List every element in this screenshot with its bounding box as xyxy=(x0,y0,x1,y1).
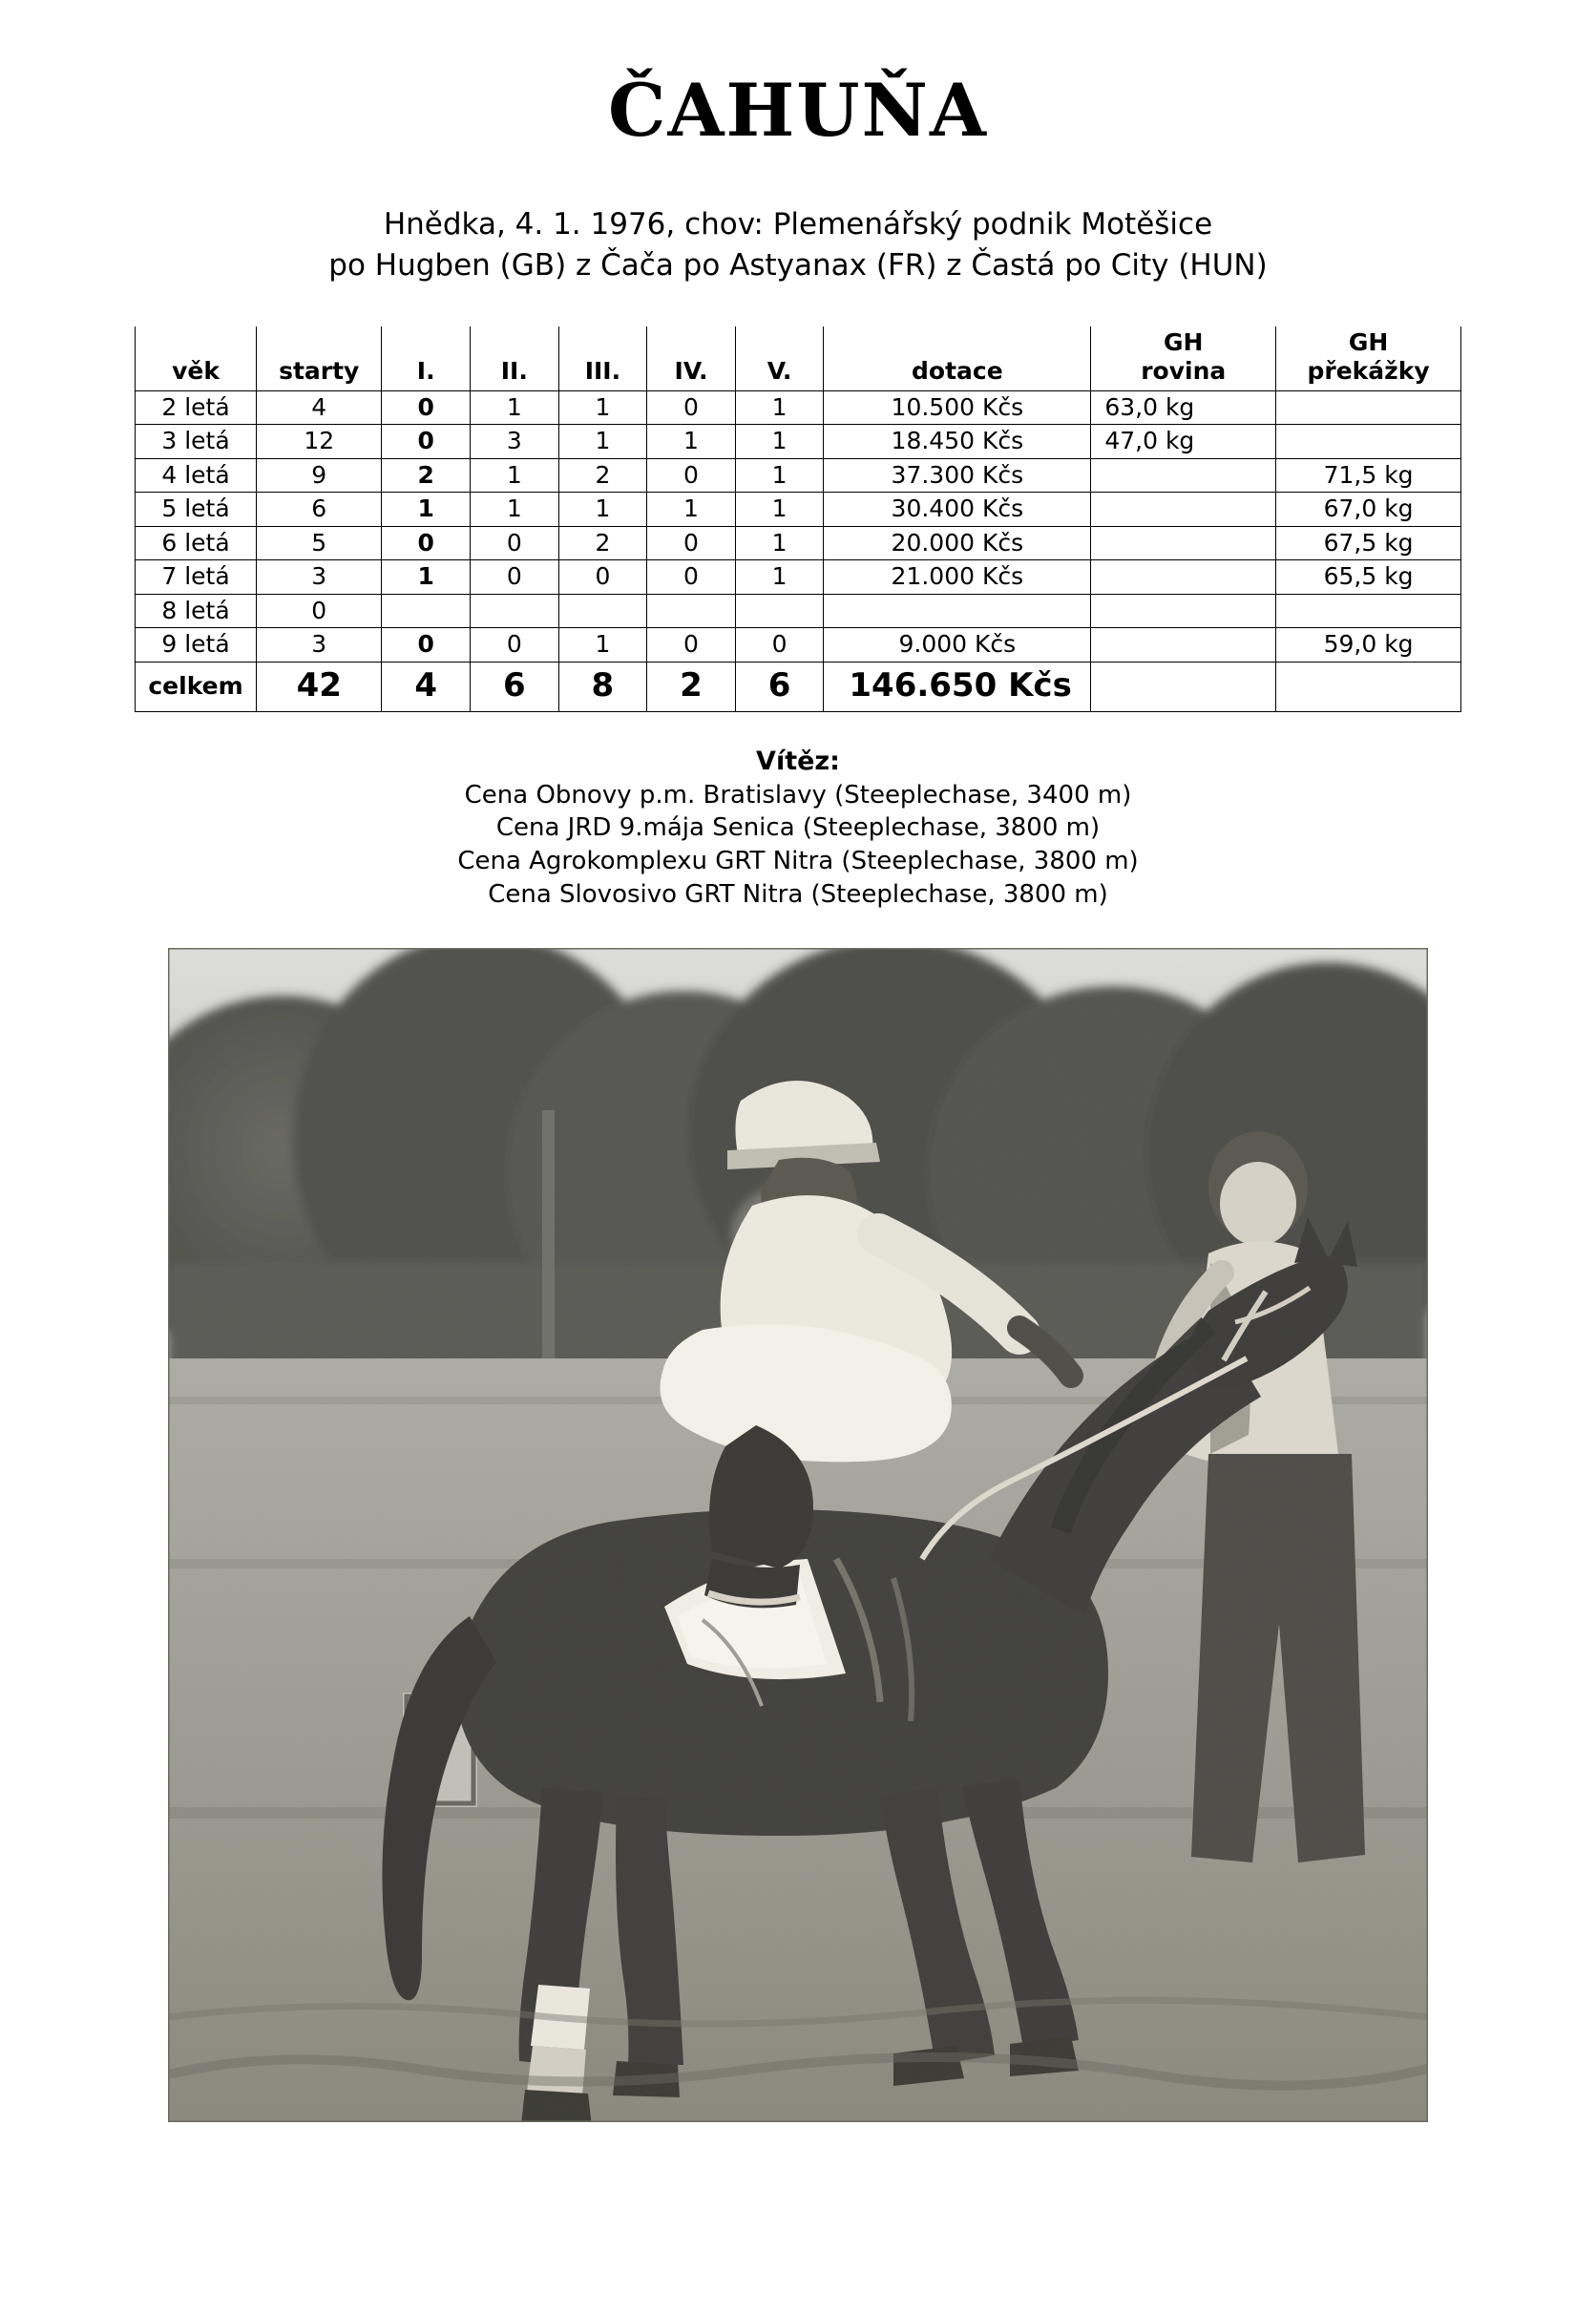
cell-dotace: 30.400 Kčs xyxy=(824,493,1091,527)
cell-place-2: 1 xyxy=(471,458,559,493)
table-row xyxy=(136,493,1461,527)
cell-place-4: 1 xyxy=(647,493,736,527)
cell-place-3: 2 xyxy=(558,526,647,560)
header-place-1: I. xyxy=(382,326,471,391)
cell-place-3: 1 xyxy=(558,493,647,527)
cell-vek: 5 letá xyxy=(136,493,257,527)
cell-gh-prekazky: 71,5 kg xyxy=(1276,458,1461,493)
cell-total-place-1: 4 xyxy=(382,662,471,711)
cell-gh-rovina xyxy=(1091,458,1276,493)
cell-total-place-4: 2 xyxy=(647,662,736,711)
cell-gh-rovina: 63,0 kg xyxy=(1091,390,1276,425)
cell-dotace: 37.300 Kčs xyxy=(824,458,1091,493)
cell-place-4: 0 xyxy=(647,526,736,560)
cell-place-3: 1 xyxy=(558,628,647,663)
table-head xyxy=(136,326,1461,391)
header-gh-prekazky xyxy=(1276,326,1461,391)
cell-total-place-2: 6 xyxy=(471,662,559,711)
cell-starty: 12 xyxy=(257,425,382,459)
list-item: Cena Obnovy p.m. Bratislavy (Steeplechase, 3400 m) xyxy=(464,780,1132,810)
cell-gh-rovina: 47,0 kg xyxy=(1091,425,1276,459)
cell-gh-rovina xyxy=(1091,493,1276,527)
table-header-row xyxy=(136,326,1461,391)
cell-total-place-3: 8 xyxy=(558,662,647,711)
horse-description-line2: po Hugben (GB) z Čača po Astyanax (FR) z Častá po City (HUN) xyxy=(328,247,1268,283)
cell-place-4 xyxy=(647,594,736,628)
cell-place-2: 0 xyxy=(471,628,559,663)
cell-place-5: 1 xyxy=(735,390,824,425)
header-gh-prekazky-line1: GH xyxy=(1348,327,1389,356)
cell-dotace: 21.000 Kčs xyxy=(824,560,1091,595)
cell-place-5: 1 xyxy=(735,526,824,560)
list-item: Cena JRD 9.mája Senica (Steeplechase, 3800 m) xyxy=(495,813,1101,843)
winner-heading: Vítěz: xyxy=(756,746,840,776)
cell-total-label: celkem xyxy=(136,662,257,711)
cell-place-3: 0 xyxy=(558,560,647,595)
cell-gh-prekazky: 59,0 kg xyxy=(1276,628,1461,663)
horse-description-line1: Hnědka, 4. 1. 1976, chov: Plemenářský podnik Motěšice xyxy=(383,207,1213,242)
cell-vek: 7 letá xyxy=(136,560,257,595)
page-title: ČAHUŇA xyxy=(608,68,988,153)
list-item: Cena Agrokomplexu GRT Nitra (Steeplechase, 3800 m) xyxy=(457,847,1139,876)
cell-place-1: 1 xyxy=(382,493,471,527)
cell-place-2: 0 xyxy=(471,560,559,595)
cell-place-1: 0 xyxy=(382,628,471,663)
table-row xyxy=(136,594,1461,628)
cell-gh-rovina xyxy=(1091,526,1276,560)
header-place-5: V. xyxy=(735,326,824,391)
cell-place-4: 0 xyxy=(647,560,736,595)
horse-photograph xyxy=(168,948,1428,2122)
cell-place-1: 2 xyxy=(382,458,471,493)
cell-place-2 xyxy=(471,594,559,628)
table-row xyxy=(136,560,1461,595)
table-row xyxy=(136,628,1461,663)
cell-dotace: 18.450 Kčs xyxy=(824,425,1091,459)
cell-vek: 3 letá xyxy=(136,425,257,459)
table-body xyxy=(136,390,1461,711)
cell-dotace xyxy=(824,594,1091,628)
cell-place-4: 0 xyxy=(647,628,736,663)
cell-vek: 9 letá xyxy=(136,628,257,663)
cell-starty: 0 xyxy=(257,594,382,628)
cell-starty: 6 xyxy=(257,493,382,527)
cell-gh-rovina xyxy=(1091,628,1276,663)
photo-illustration xyxy=(168,948,1428,2122)
cell-place-4: 0 xyxy=(647,458,736,493)
header-starty: starty xyxy=(257,326,382,391)
cell-dotace: 9.000 Kčs xyxy=(824,628,1091,663)
cell-total-gh-prekazky xyxy=(1276,662,1461,711)
document-page xyxy=(0,68,1596,2315)
header-place-3: III. xyxy=(558,326,647,391)
cell-gh-prekazky: 67,0 kg xyxy=(1276,493,1461,527)
cell-total-gh-rovina xyxy=(1091,662,1276,711)
table-row xyxy=(136,390,1461,425)
table-row xyxy=(136,458,1461,493)
cell-place-2: 1 xyxy=(471,493,559,527)
cell-gh-prekazky: 65,5 kg xyxy=(1276,560,1461,595)
cell-total-starty: 42 xyxy=(257,662,382,711)
cell-place-4: 1 xyxy=(647,425,736,459)
career-stats-table xyxy=(135,326,1461,712)
cell-dotace: 20.000 Kčs xyxy=(824,526,1091,560)
header-gh-rovina-line1: GH xyxy=(1164,327,1204,356)
cell-place-2: 1 xyxy=(471,390,559,425)
cell-place-2: 0 xyxy=(471,526,559,560)
cell-place-3 xyxy=(558,594,647,628)
cell-place-4: 0 xyxy=(647,390,736,425)
cell-gh-rovina xyxy=(1091,594,1276,628)
cell-place-1: 0 xyxy=(382,526,471,560)
cell-place-1: 1 xyxy=(382,560,471,595)
winner-list xyxy=(124,779,1472,912)
header-place-2: II. xyxy=(471,326,559,391)
cell-place-2: 3 xyxy=(471,425,559,459)
cell-place-5: 1 xyxy=(735,458,824,493)
cell-total-place-5: 6 xyxy=(735,662,824,711)
cell-gh-prekazky xyxy=(1276,390,1461,425)
cell-starty: 5 xyxy=(257,526,382,560)
cell-starty: 3 xyxy=(257,560,382,595)
cell-total-dotace: 146.650 Kčs xyxy=(824,662,1091,711)
cell-vek: 6 letá xyxy=(136,526,257,560)
cell-place-5 xyxy=(735,594,824,628)
header-place-4: IV. xyxy=(647,326,736,391)
header-gh-rovina xyxy=(1091,326,1276,391)
cell-place-1: 0 xyxy=(382,425,471,459)
cell-starty: 4 xyxy=(257,390,382,425)
cell-gh-rovina xyxy=(1091,560,1276,595)
cell-gh-prekazky: 67,5 kg xyxy=(1276,526,1461,560)
cell-starty: 9 xyxy=(257,458,382,493)
cell-dotace: 10.500 Kčs xyxy=(824,390,1091,425)
header-vek: věk xyxy=(136,326,257,391)
cell-vek: 4 letá xyxy=(136,458,257,493)
cell-gh-prekazky xyxy=(1276,425,1461,459)
header-gh-prekazky-line2: překážky xyxy=(1307,357,1430,386)
cell-vek: 2 letá xyxy=(136,390,257,425)
cell-place-1 xyxy=(382,594,471,628)
cell-place-5: 1 xyxy=(735,493,824,527)
cell-place-3: 1 xyxy=(558,390,647,425)
cell-place-5: 0 xyxy=(735,628,824,663)
stats-table-wrapper xyxy=(124,326,1472,712)
cell-place-3: 1 xyxy=(558,425,647,459)
table-row xyxy=(136,526,1461,560)
cell-place-5: 1 xyxy=(735,560,824,595)
cell-starty: 3 xyxy=(257,628,382,663)
table-row xyxy=(136,425,1461,459)
header-gh-rovina-line2: rovina xyxy=(1141,357,1227,386)
table-total-row xyxy=(136,662,1461,711)
cell-place-3: 2 xyxy=(558,458,647,493)
cell-place-5: 1 xyxy=(735,425,824,459)
horse-description xyxy=(124,204,1472,286)
header-dotace: dotace xyxy=(824,326,1091,391)
cell-vek: 8 letá xyxy=(136,594,257,628)
list-item: Cena Slovosivo GRT Nitra (Steeplechase, 3800 m) xyxy=(488,880,1108,910)
cell-gh-prekazky xyxy=(1276,594,1461,628)
cell-place-1: 0 xyxy=(382,390,471,425)
